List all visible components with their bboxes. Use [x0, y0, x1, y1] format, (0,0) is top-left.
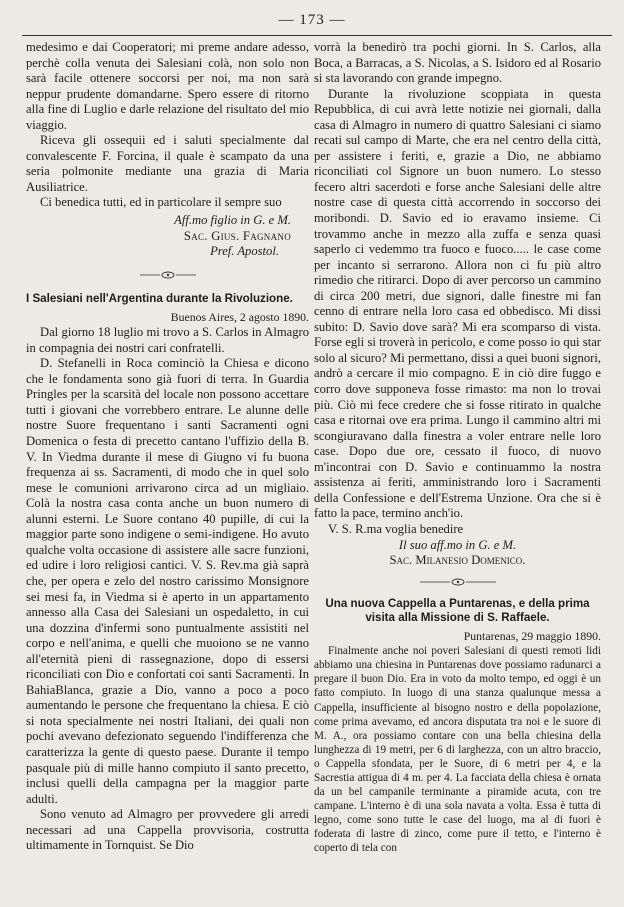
header-rule	[22, 35, 612, 36]
paragraph: V. S. R.ma voglia benedire	[328, 521, 464, 536]
paragraph: Riceva gli ossequii ed i saluti specialmente dal convalescente F. Forcina, il quale è scampato da una seria polmonite mediante una grazia di Maria Ausiliatrice.	[26, 133, 309, 194]
right-column	[314, 40, 601, 856]
paragraph: D. Stefanelli in Roca cominciò la Chiesa e dicono che le fondamenta sono già fuori di terra. In Guardia Pringles per la scarsità del locale non possono accettare tutti i giovani che vorrebbero entrare. Le alunne delle nostre Suore frequentano i santi Sacramenti ogni Domenica o festa di precetto cantano l'uffizio della B. V. In Viedma durante il mese di Giugno vi fu buona frequenza ai ss. Sacramenti, di modo che in quel solo mese le comunioni arrivarono circa ad un migliaio. Colà la nostra casa conta anche un buon numero di alunni esterni. Le Suore contano 40 pupille, di cui la maggior parte sono indigene o semi-indigene. Ho avuto qualche volta occasione di assistere alle sacre funzioni, ed udire i loro religiosi cantici. V. S. Rev.ma già saprà che, per opera e zelo del nostro carissimo Monsignore sei mesi fa, in Viedma si è aperto in un appartamento annesso alla Casa dei Salesiani un ospedaletto, in cui una dozzina d'infermi sono puntualmente assistiti nel corpo e nell'anima, e quelli che muoiono se ne vanno all'eternità pieni di rassegnazione, dopo di essersi riconciliati con Dio e confortati coi santi Sacramenti. In BahiaBlanca, grazie a Dio, vanno a poco a poco aumentando le persone che frequentano la chiesa. E ciò si nota specialmente nei nostri Italiani, dei quali non pochi avevano defezionato seguendo l'indifferenza che caratterizza la gente di questo paese. Durante il tempo pasquale più di mille hanno compiuto il santo precetto, inclusi quelli della campagna per la maggior parte adulti.	[26, 356, 309, 806]
page-number: — 173 —	[278, 12, 346, 28]
paragraph: vorrà la benedirò tra pochi giorni. In S. Carlos, alla Boca, a Barracas, a S. Nicolas, a S. Isidoro ed al Rosario si sta lavorando con grande impegno.	[314, 40, 601, 86]
paragraph: medesimo e dai Cooperatori; mi preme andare adesso, perchè colla venuta dei Salesiani colà, non solo non sarà facile ottenere soccorsi per noi, ma non sarà neppur prudente domandarne. Spero essere di ritorno alla fine di Luglio e darle relazione del risultato del mio viaggio.	[26, 40, 309, 132]
signature-role: Pref. Apostol.	[210, 244, 279, 259]
signature-name: Sac. Gius. Fagnano	[183, 228, 291, 243]
ornament-divider	[26, 270, 309, 280]
paragraph: Finalmente anche noi poveri Salesiani di questi remoti lidi abbiamo una chiesina in Puntarenas dove possiamo radunarci a pregare il buon Dio. Era in voto da molto tempo, ed oggi è un fatto compiuto. In luogo di una stanza qualunque messa a Cappella, insufficiente al bisogno nostro e della popolazione, come prima avevamo, ed ancora disputata tra noi e le suore di M. A., ora possiamo contare con una bella chiesina della lunghezza di 19 metri, per 6 di larghezza, con un altro braccio, o Cappella sfondata, per le Suore, di 6 metri per 4, e la Sacrestia attigua di 4 m. per 4. La facciata della chiesa è ornata da un bel campanile terminante a piramide acuta, con tre campane. L'interno è di una sola navata a volta. Essa è tutta di legno, come sono tutte le case del luogo, ma al di fuori è foderata di lastre di zinco, come pure il tetto, e l'interno è coperto di tela con	[314, 645, 601, 855]
paragraph: Durante la rivoluzione scoppiata in questa Repubblica, di cui avrà lette notizie nei giornali, dalla casa di Almagro in numero di quattro Salesiani ci siamo recati sul campo di Marte, che era nel centro della città, per assistere i feriti, e, grazie a Dio, ne abbiamo riconciliati col Signore un buon numero. Lo stesso fecero altri sacerdoti e forse anche Salesiani delle altre nostre case di questa città accorrendo in soccorso dei moribondi. D. Savio ed io eravamo insieme. Ci trovammo anche in mezzo alla zuffa e senza quasi saperlo ci vedemmo tra fuoco e fuoco..... le case come per incanto si serrarono. Allora non ci fu più altro rimedio che ritirarci. Dopo di aver percorso un cammino di circa 200 metri, due signori, dalle finestre mi fan cenno di entrare nella loro casa ed obbedisco. Mi dissi subito: D. Savio dove sarà? Mi era scomparso di vista. Forse egli si troverà in pericolo, e come posso io qui star solo al sicuro? Mi permettano, dissi a quei buoni signori, andrò a cercare il mio compagno. E in ciò dire fuggo e corro dove supponeva fosse rimasto: ma non lo trovai più. Ciò mi fece credere che si fosse ritirato in qualche casa e ritornai ove era prima. Lungo il cammino altri mi scongiuravano dalla finestra a voler entrare nelle loro case. Dopo due ore, cessato il fuoco, di nuovo m'incontrai con D. Savio e continuammo la nostra assistenza ai feriti, amministrando loro i Sacramenti della Confessione e dell'Estrema Unzione. Ora che si è fatto la pace, termino anch'io.	[314, 86, 601, 521]
left-column	[26, 40, 309, 854]
ornament-divider	[314, 577, 601, 587]
section-title: I Salesiani nell'Argentina durante la Rivoluzione.	[26, 291, 293, 305]
dateline: Buenos Aires, 2 agosto 1890.	[170, 309, 309, 324]
signature-name: Sac. Milanesio Domenico.	[389, 553, 526, 568]
paragraph: Dal giorno 18 luglio mi trovo a S. Carlos in Almagro in compagnia dei nostri cari confratelli.	[26, 325, 309, 355]
dateline: Puntarenas, 29 maggio 1890.	[463, 628, 601, 643]
paragraph: Ci benedica tutti, ed in particolare il sempre suo	[40, 195, 282, 210]
signature-salutation: Aff.mo figlio in G. e M.	[174, 213, 291, 228]
section-title: Una nuova Cappella a Puntarenas, e della prima visita alla Missione di S. Raffaele.	[325, 596, 590, 624]
signature-salutation: Il suo aff.mo in G. e M.	[398, 537, 517, 552]
paragraph: Sono venuto ad Almagro per provvedere gli arredi necessari ad una Cappella provvisoria, costrutta ultimamente in Tornquist. Se Dio	[26, 807, 309, 853]
